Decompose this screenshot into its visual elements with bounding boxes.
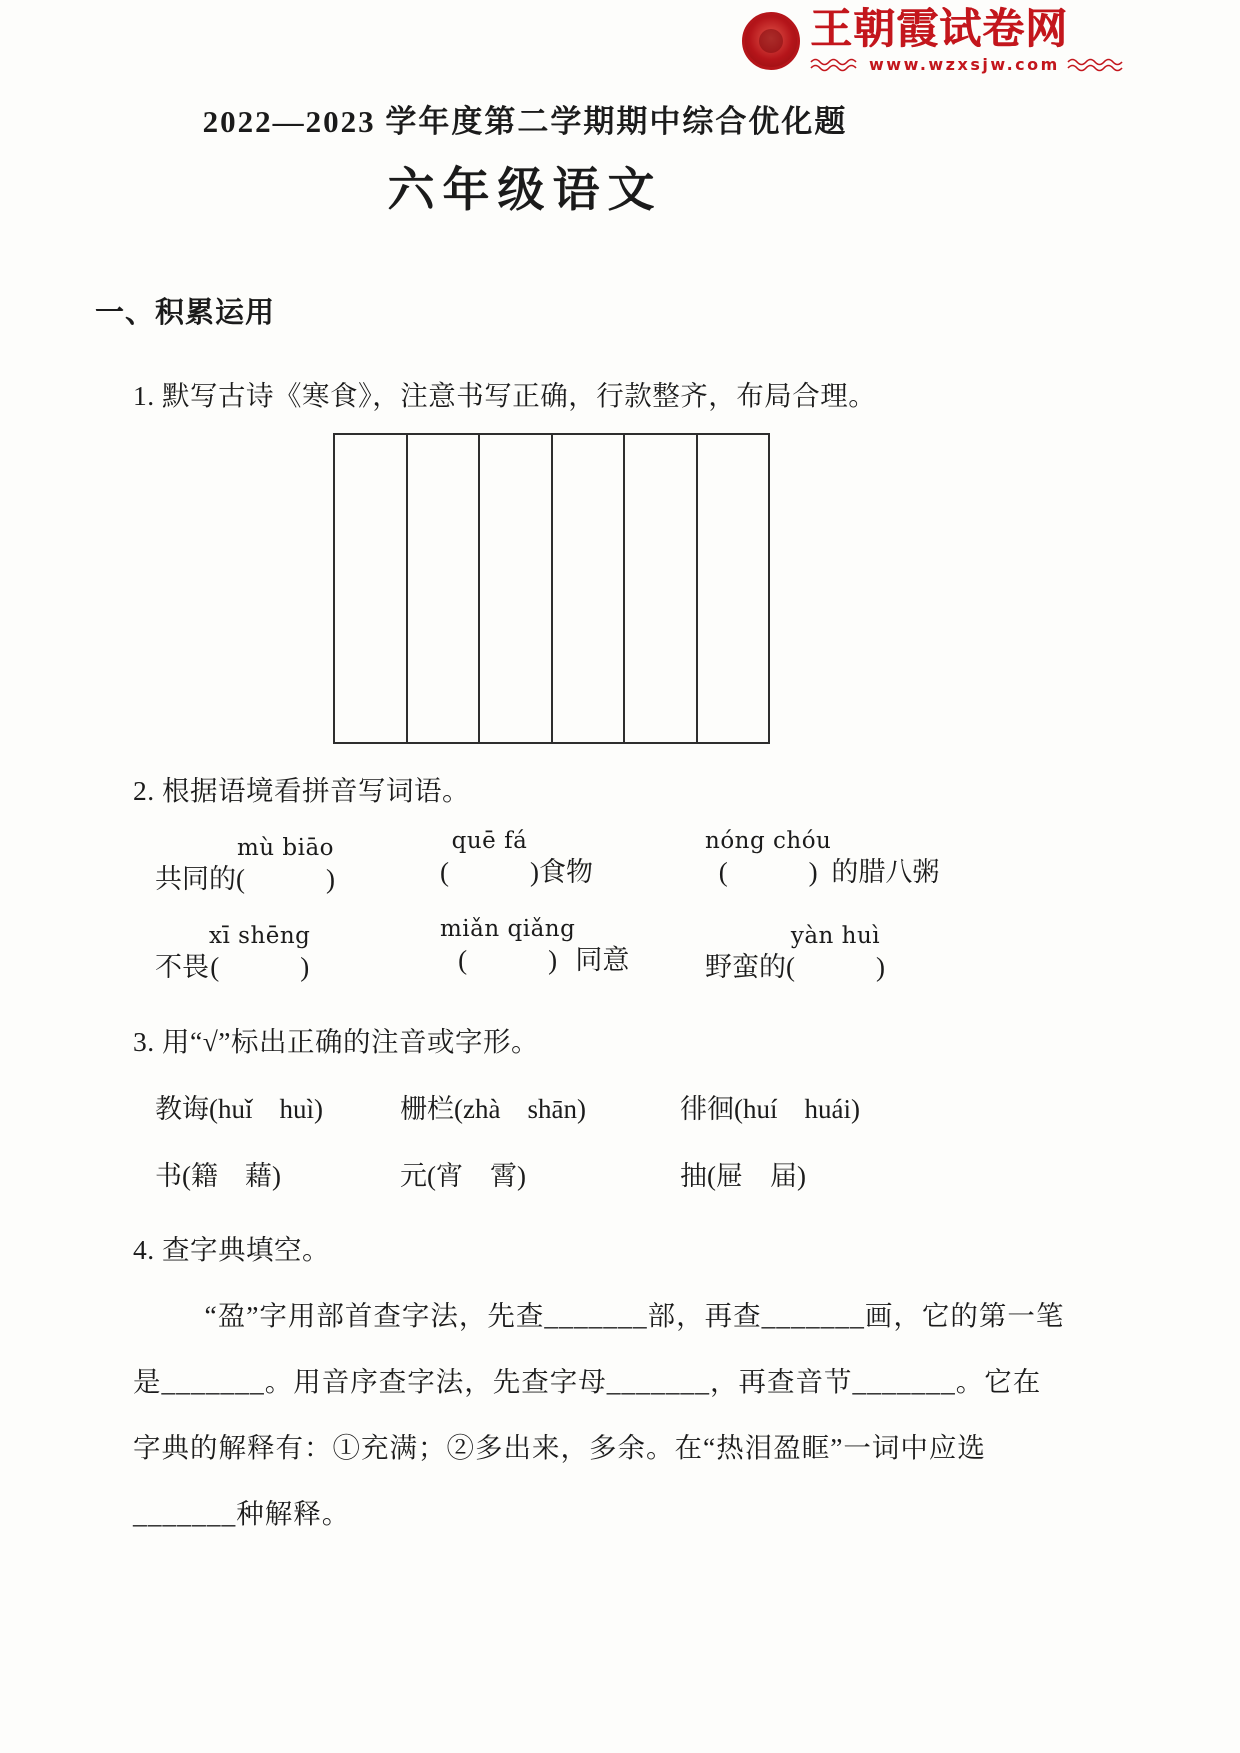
poem-writing-grid	[333, 433, 770, 744]
poem-grid-column	[408, 435, 481, 742]
exam-content	[0, 290, 1240, 1531]
pinyin-item	[705, 923, 1140, 984]
question-4	[95, 1227, 1140, 1531]
pinyin-item	[440, 828, 705, 896]
answer-parentheses: ( )	[786, 951, 885, 982]
paragraph-line: 是_______。用音序查字法，先查字母_______，再查音节_______。它在	[133, 1365, 1042, 1397]
choice-item: 元(宵 霄)	[400, 1160, 526, 1191]
choice-item: 徘徊(huí huái)	[680, 1093, 860, 1124]
brand-url-row	[810, 55, 1127, 74]
question-4-body	[133, 1293, 1140, 1531]
brand-seal-icon	[742, 12, 800, 70]
poem-grid-column	[698, 435, 769, 742]
pinyin-text: nóng chóu	[705, 828, 832, 854]
question-1-label: 1. 默写古诗《寒食》，注意书写正确，行款整齐，布局合理。	[133, 380, 877, 411]
item-suffix: 的腊八粥	[831, 856, 940, 887]
wave-decoration-icon	[1067, 57, 1127, 73]
pinyin-item	[705, 828, 1140, 896]
brand-text-block	[810, 8, 1127, 74]
choice-row-2	[155, 1154, 1140, 1193]
choice-item: 教诲(huǐ huì)	[155, 1093, 323, 1124]
answer-parentheses: ( )	[210, 951, 310, 982]
pinyin-row-2	[155, 916, 1140, 984]
brand-url: www.wzxsjw.com	[869, 55, 1060, 75]
choice-item: 栅栏(zhà shān)	[400, 1093, 586, 1124]
brand-logo	[742, 8, 1127, 74]
poem-grid-column	[480, 435, 553, 742]
item-suffix: 食物	[538, 856, 593, 887]
pinyin-text: mù biāo	[236, 835, 335, 861]
paragraph-line: 字典的解释有：①充满；②多出来，多余。在“热泪盈眶”一词中应选	[133, 1431, 986, 1463]
poem-grid-column	[553, 435, 626, 742]
item-prefix: 共同的	[155, 863, 236, 894]
pinyin-row-1	[155, 828, 1140, 896]
title-block	[0, 96, 1050, 220]
pinyin-item	[155, 835, 440, 896]
pinyin-text: quē fá	[451, 828, 528, 854]
item-prefix: 野蛮的	[705, 951, 786, 982]
answer-parentheses: ( )	[718, 856, 818, 887]
pinyin-item	[440, 916, 705, 984]
question-4-label: 4. 查字典填空。	[133, 1233, 330, 1265]
choice-item: 书(籍 藉)	[155, 1160, 281, 1191]
choice-item: 抽(屉 届)	[680, 1160, 806, 1191]
exam-title: 2022—2023 学年度第二学期期中综合优化题	[202, 104, 848, 139]
question-1	[95, 373, 1140, 744]
item-suffix: 同意	[575, 944, 630, 975]
paragraph-line: _______种解释。	[133, 1497, 351, 1529]
wave-decoration-icon	[810, 57, 862, 73]
paragraph-line: “盈”字用部首查字法，先查_______部，再查_______画，它的第一笔	[204, 1299, 1065, 1331]
pinyin-text: miǎn qiǎng	[440, 916, 576, 943]
pinyin-text: yàn huì	[790, 923, 881, 950]
section-heading: 一、积累运用	[95, 297, 276, 329]
exam-subtitle: 六年级语文	[387, 165, 663, 217]
poem-grid-column	[625, 435, 698, 742]
answer-parentheses: ( )	[236, 863, 335, 894]
answer-parentheses: ( )	[458, 944, 558, 975]
choice-row-1	[155, 1087, 1140, 1126]
item-prefix: 不畏	[155, 951, 209, 982]
question-3	[95, 1019, 1140, 1193]
pinyin-text: xī shēng	[209, 923, 311, 950]
pinyin-item	[155, 923, 440, 984]
question-3-label: 3. 用“√”标出正确的注音或字形。	[133, 1025, 540, 1057]
brand-name: 王朝霞试卷网	[810, 7, 1069, 53]
poem-grid-column	[335, 435, 408, 742]
answer-parentheses: ( )	[440, 856, 539, 887]
question-2	[95, 768, 1140, 985]
question-2-label: 2. 根据语境看拼音写词语。	[133, 775, 470, 806]
